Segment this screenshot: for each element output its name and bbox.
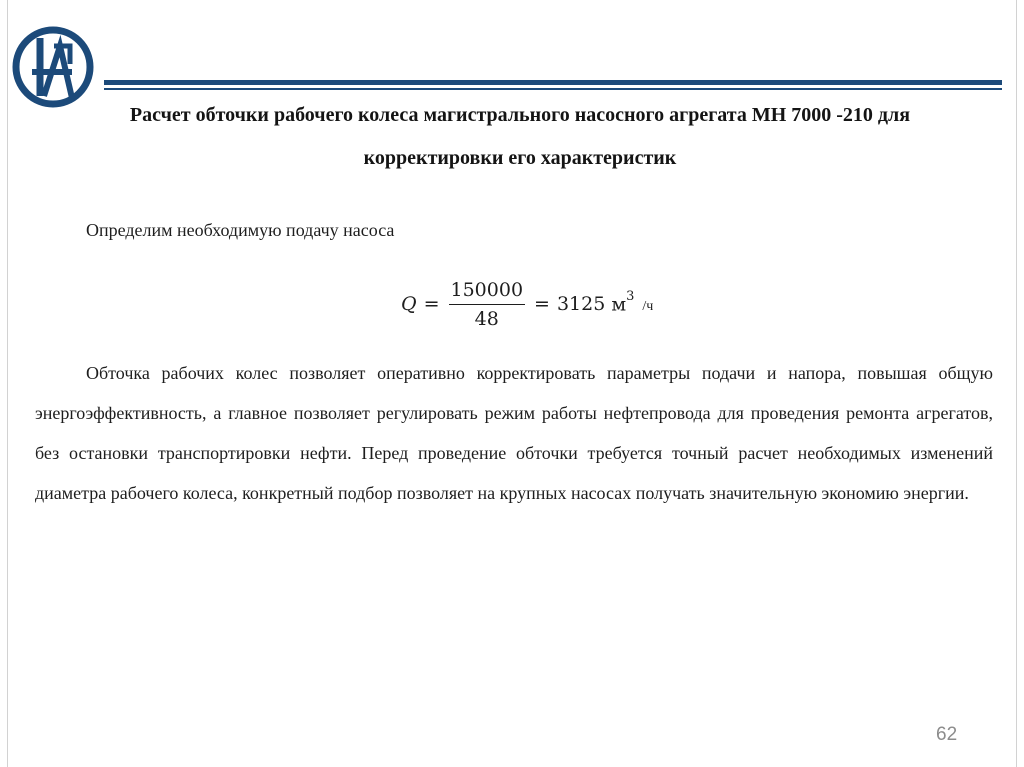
page-number: 62 xyxy=(936,724,958,745)
formula-unit xyxy=(611,289,635,316)
body-paragraph: Обточка рабочих колес позволяет оперативно корректировать параметры подачи и напора, повышая общую энергоэффективность, а главное позволяет регулировать режим работы нефтепровода для проведения ремонта агрегатов, без остановки транспортировки нефти. Перед проведение обточки требуется точный расчет необходимых изменений диаметра рабочего колеса, конкретный подбор позволяет на крупных насосах получать значительную экономию энергии. xyxy=(35,363,993,503)
formula-fraction xyxy=(449,279,526,330)
flow-formula xyxy=(401,274,653,334)
formula-numerator: 150000 xyxy=(449,279,526,305)
formula-variable: Q xyxy=(401,293,417,315)
formula-equals: = xyxy=(423,293,440,315)
formula-per-unit: /ч xyxy=(642,299,654,314)
formula-result: 3125 xyxy=(556,293,606,315)
formula-denominator: 48 xyxy=(474,307,499,330)
header-rule-thick xyxy=(104,80,1002,85)
frame-left-border xyxy=(7,0,8,767)
formula-unit-power: 3 xyxy=(626,289,635,305)
formula-unit-base: м xyxy=(611,293,627,316)
formula-equals-2: = xyxy=(534,293,550,315)
intro-text: Определим необходимую подачу насоса xyxy=(86,220,395,240)
slide-title: Расчет обточки рабочего колеса магистрального насосного агрегата МН 7000 -210 для корректировки его характеристик xyxy=(129,104,911,169)
frame-right-border xyxy=(1016,0,1017,767)
header-rule-thin xyxy=(104,88,1002,90)
